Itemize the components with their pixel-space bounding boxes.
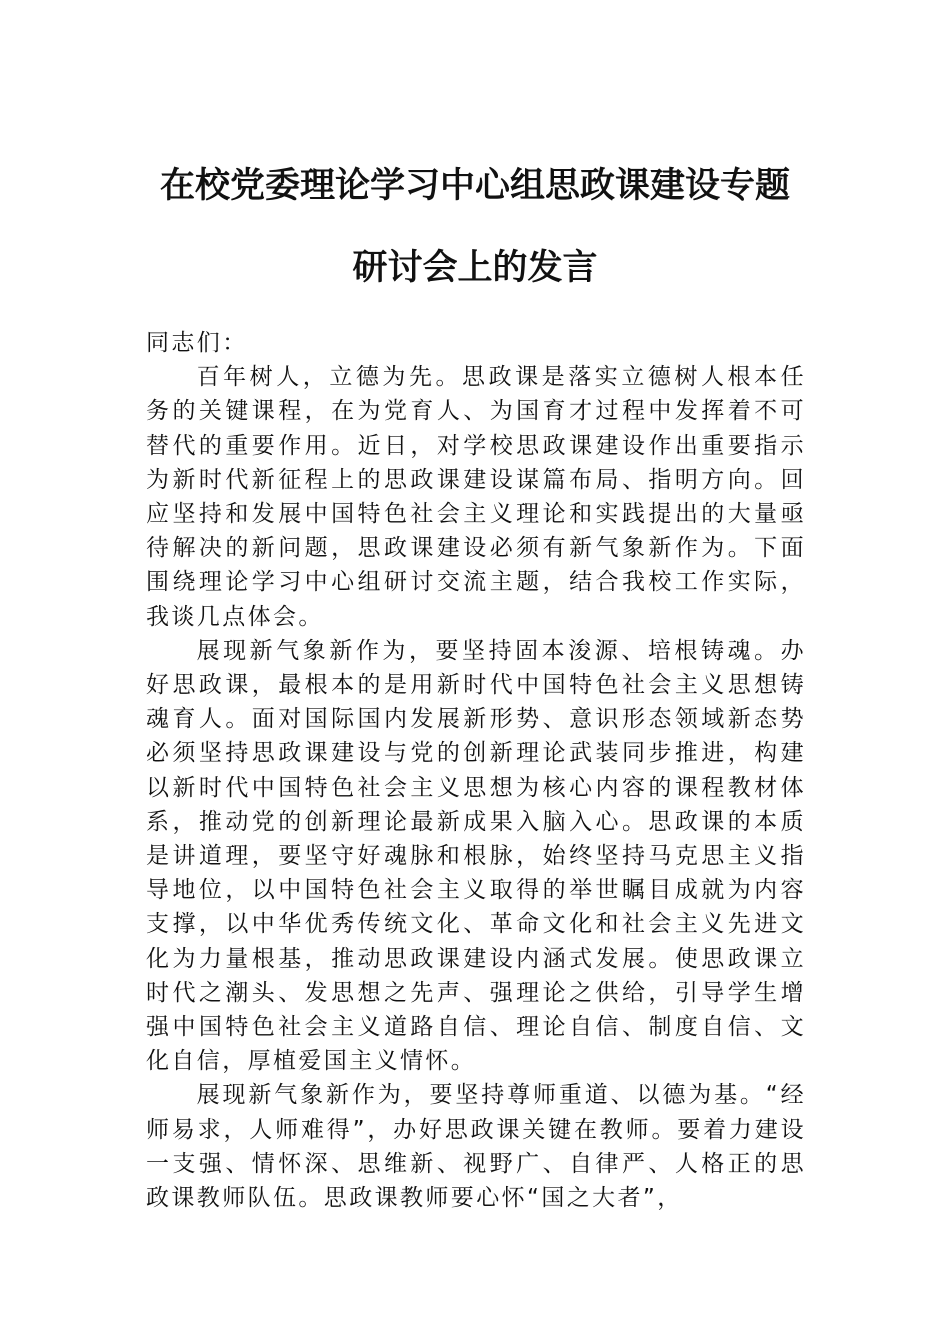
document-body bbox=[146, 326, 806, 1215]
title-line-1: 在校党委理论学习中心组思政课建设专题 bbox=[159, 165, 790, 206]
salutation: 同志们： bbox=[146, 330, 248, 356]
title-line-2: 研讨会上的发言 bbox=[352, 247, 598, 288]
paragraph: 展现新气象新作为，要坚持尊师重道、以德为基。“经师易求，人师难得”，办好思政课关键在教师。要着力建设一支强、情怀深、思维新、视野广、自律严、人格正的思政课教师队伍。思政课教师要心怀“国之大者”， bbox=[146, 1082, 806, 1212]
paragraph: 百年树人，立德为先。思政课是落实立德树人根本任务的关键课程，在为党育人、为国育才过程中发挥着不可替代的重要作用。近日，对学校思政课建设作出重要指示为新时代新征程上的思政课建设谋篇布局、指明方向。回应坚持和发展中国特色社会主义理论和实践提出的大量亟待解决的新问题，思政课建设必须有新气象新作为。下面围绕理论学习中心组研讨交流主题，结合我校工作实际，我谈几点体会。 bbox=[146, 364, 806, 630]
paragraph: 展现新气象新作为，要坚持固本浚源、培根铸魂。办好思政课，最根本的是用新时代中国特色社会主义思想铸魂育人。面对国际国内发展新形势、意识形态领域新态势必须坚持思政课建设与党的创新理论武装同步推进，构建以新时代中国特色社会主义思想为核心内容的课程教材体系，推动党的创新理论最新成果入脑入心。思政课的本质是讲道理，要坚守好魂脉和根脉，始终坚持马克思主义指导地位，以中国特色社会主义取得的举世瞩目成就为内容支撑，以中华优秀传统文化、革命文化和社会主义先进文化为力量根基，推动思政课建设内涵式发展。使思政课立时代之潮头、发思想之先声、强理论之供给，引导学生增强中国特色社会主义道路自信、理论自信、制度自信、文化自信，厚植爱国主义情怀。 bbox=[146, 637, 806, 1075]
document-title bbox=[120, 158, 830, 322]
